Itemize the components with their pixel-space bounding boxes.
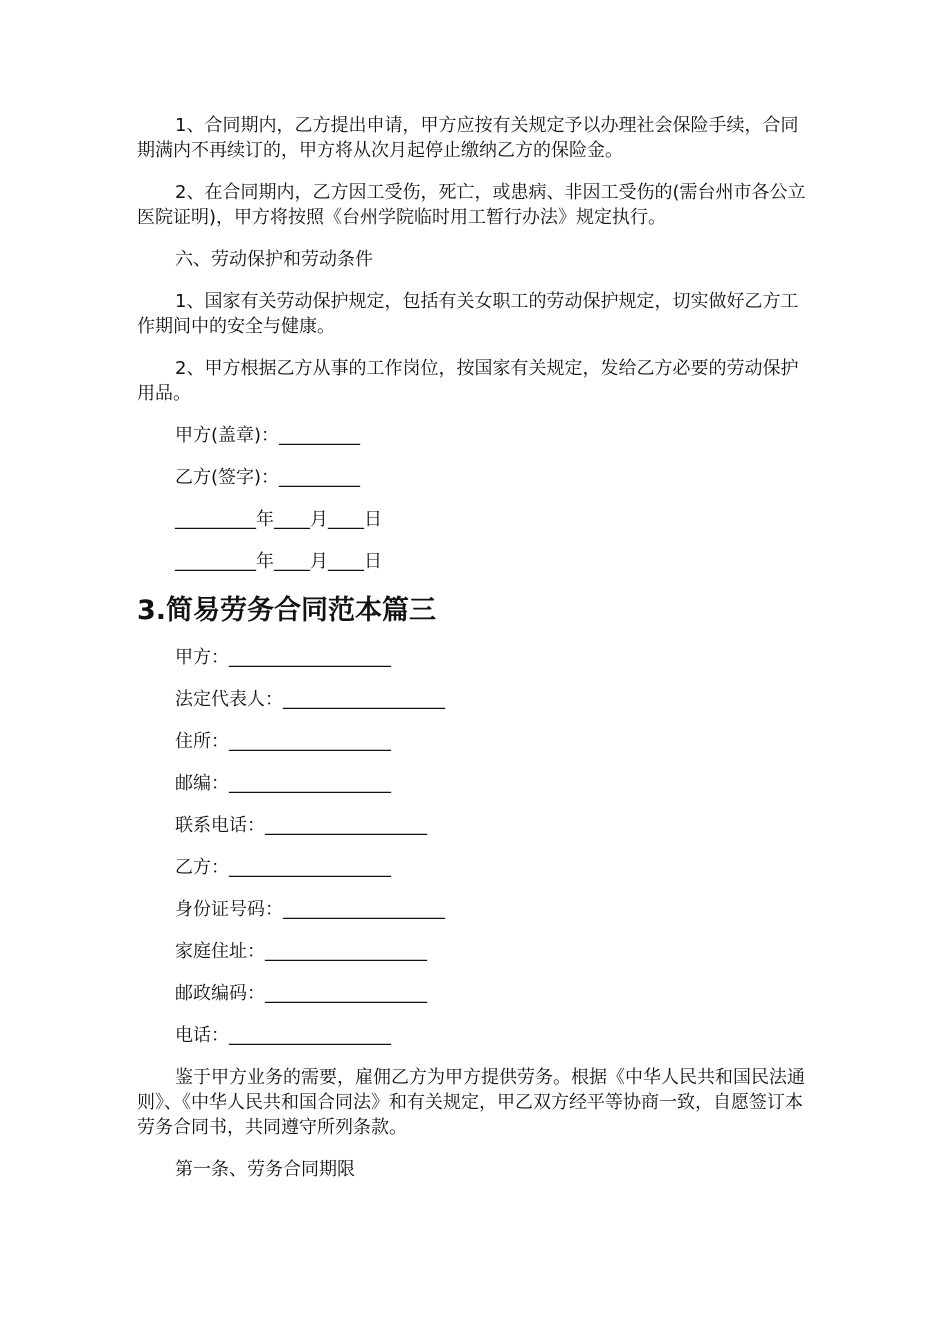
field-address: 住所：__________________ (175, 731, 391, 752)
clause-injury: 2、在合同期内，乙方因工受伤，死亡，或患病、非因工受伤的(需台州市各公立医院证明)，甲方将按照《台州学院临时用工暂行办法》规定执行。 (137, 182, 806, 228)
field-party-b: 乙方：__________________ (175, 857, 391, 878)
clause-protection-supplies: 2、甲方根据乙方从事的工作岗位，按国家有关规定，发给乙方必要的劳动保护用品。 (137, 358, 799, 404)
party-a-seal: 甲方(盖章)：_________ (175, 425, 361, 446)
field-home-address: 家庭住址：__________________ (175, 941, 427, 962)
clause-insurance: 1、合同期内，乙方提出申请，甲方应按有关规定予以办理社会保险手续，合同期满内不再续订的，甲方将从次月起停止缴纳乙方的保险金。 (137, 115, 799, 161)
field-telephone: 电话：__________________ (175, 1025, 391, 1046)
field-party-a: 甲方：__________________ (175, 647, 391, 668)
contract-preamble: 鉴于甲方业务的需要，雇佣乙方为甲方提供劳务。根据《中华人民共和国民法通则》、《中华人民共和国合同法》和有关规定，甲乙双方经平等协商一致，自愿签订本劳务合同书，共同遵守所列条款。 (137, 1067, 805, 1138)
party-b-signature: 乙方(签字)：_________ (175, 467, 361, 488)
section-labor-protection: 六、劳动保护和劳动条件 (175, 249, 373, 270)
field-postal-code: 邮政编码：__________________ (175, 983, 427, 1004)
field-legal-representative: 法定代表人：__________________ (175, 689, 445, 710)
field-id-number: 身份证号码：__________________ (175, 899, 445, 920)
clause-protection-rules: 1、国家有关劳动保护规定，包括有关女职工的劳动保护规定，切实做好乙方工作期间中的安全与健康。 (137, 291, 799, 337)
signature-date-1: _________年____月____日 (175, 509, 382, 530)
signature-date-2: _________年____月____日 (175, 551, 382, 572)
field-phone: 联系电话：__________________ (175, 815, 427, 836)
article-one-title: 第一条、劳务合同期限 (175, 1159, 355, 1180)
field-postcode: 邮编：__________________ (175, 773, 391, 794)
section-title: 3.简易劳务合同范本篇三 (137, 595, 437, 626)
